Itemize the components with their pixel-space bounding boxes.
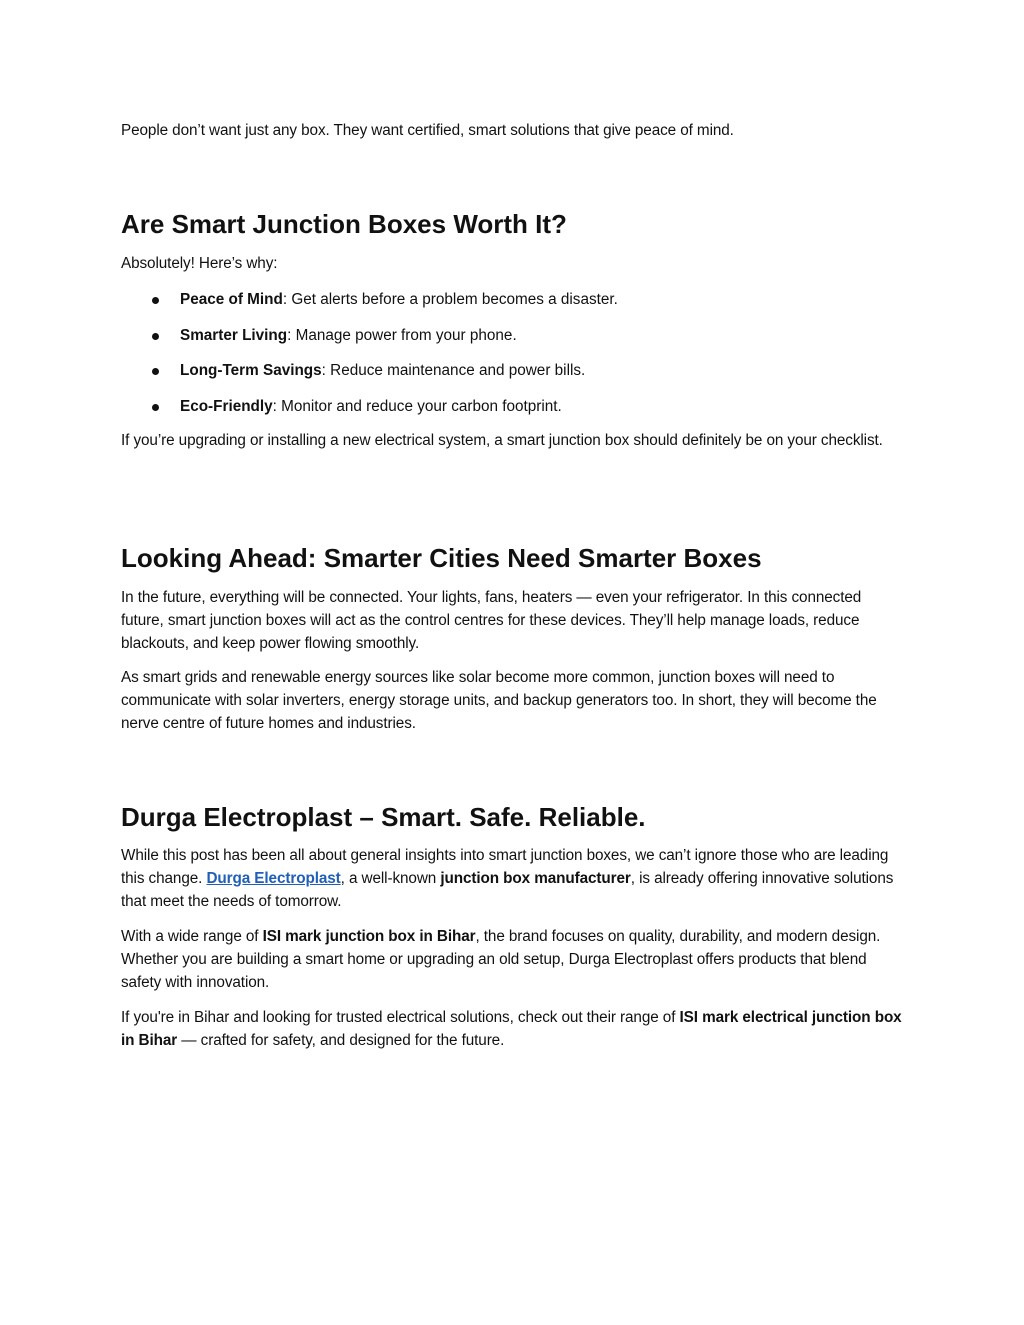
durga-paragraph-2-end: , the brand focuses on quality, durability, and modern design. Whether you are building a smart home or upgrading an old setup, Durga Electroplast offers products that blend safety with innovation. <box>121 928 881 991</box>
list-item-text: : Reduce maintenance and power bills. <box>321 362 586 379</box>
list-item-term: Peace of Mind <box>180 291 283 308</box>
list-item-term: Eco-Friendly <box>180 397 273 415</box>
durga-paragraph-1-end: , is already offering innovative solutions that meet the needs of tomorrow. <box>121 869 894 910</box>
intro-paragraph: People don’t want just any box. They want certified, smart solutions that give peace of mind. <box>121 122 734 139</box>
durga-paragraph-3-end: — crafted for safety, and designed for the future. <box>177 1031 505 1049</box>
list-item <box>121 360 905 382</box>
durga-paragraph-3 <box>121 1007 905 1053</box>
list-item-term: Smarter Living <box>180 326 288 344</box>
section-heading-worth-it: Are Smart Junction Boxes Worth It? <box>121 209 567 239</box>
durga-electroplast-link[interactable]: Durga Electroplast <box>206 869 341 887</box>
section-closing-paragraph: If you’re upgrading or installing a new electrical system, a smart junction box should definitely be on your checklist. <box>121 432 883 449</box>
durga-paragraph-1-middle: , a well-known <box>340 869 441 887</box>
durga-paragraph-2-text: With a wide range of <box>121 928 263 945</box>
durga-paragraph-3-text: If you're in Bihar and looking for trusted electrical solutions, check out their range of <box>121 1009 680 1026</box>
list-item <box>121 325 905 347</box>
bullet-icon <box>152 368 159 375</box>
durga-paragraph-1 <box>121 845 905 913</box>
section-lead: Absolutely! Here’s why: <box>121 255 278 272</box>
durga-paragraph-1-bold: junction box manufacturer <box>440 869 631 887</box>
durga-paragraph-2 <box>121 926 905 994</box>
durga-paragraph-3-bold: ISI mark electrical junction box in Bihar <box>121 1009 902 1049</box>
bullet-icon <box>152 333 159 340</box>
looking-ahead-paragraph-1: In the future, everything will be connected. Your lights, fans, heaters — even your refrigerator. In this connected future, smart junction boxes will act as the control centres for these devices. They’ll help manage loads, reduce blackouts, and keep power flowing smoothly. <box>121 589 862 652</box>
looking-ahead-paragraph-2: As smart grids and renewable energy sources like solar become more common, junction boxes will need to communicate with solar inverters, energy storage units, and backup generators too. In short, they will become the nerve centre of future homes and industries. <box>121 669 877 732</box>
list-item-text: : Get alerts before a problem becomes a disaster. <box>282 291 618 308</box>
list-item-term: Long-Term Savings <box>180 362 322 379</box>
benefits-list <box>121 289 905 431</box>
section-heading-durga: Durga Electroplast – Smart. Safe. Reliable. <box>121 802 646 832</box>
section-heading-looking-ahead: Looking Ahead: Smarter Cities Need Smarter Boxes <box>121 543 762 573</box>
list-item <box>121 289 905 311</box>
durga-paragraph-1-text: While this post has been all about general insights into smart junction boxes, we can’t ignore those who are leading this change. <box>121 847 889 887</box>
list-item <box>121 396 905 418</box>
durga-paragraph-2-bold: ISI mark junction box in Bihar <box>262 928 476 945</box>
list-item-text: : Manage power from your phone. <box>287 326 517 344</box>
list-item-text: : Monitor and reduce your carbon footprint. <box>272 397 562 415</box>
bullet-icon <box>152 297 159 304</box>
bullet-icon <box>152 404 159 411</box>
